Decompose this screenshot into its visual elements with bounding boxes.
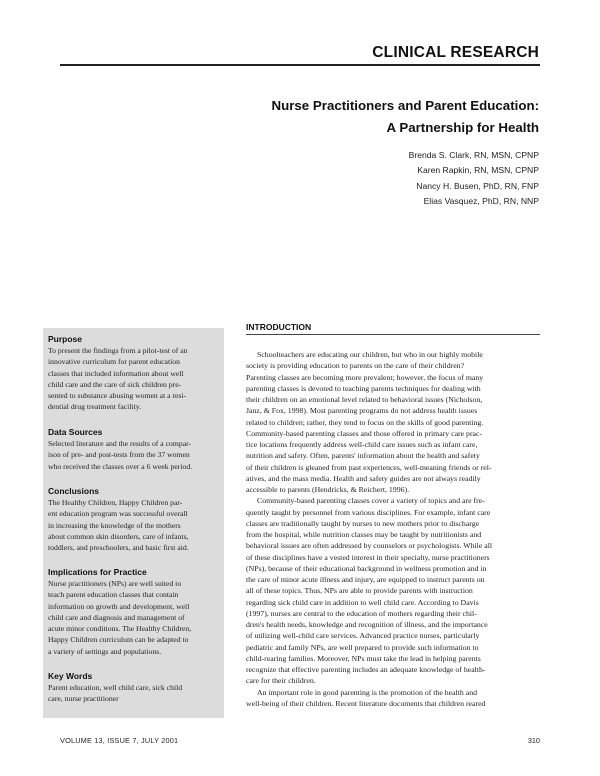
body-line: their children on an emotional level related to behavioral issues (Nicholson, xyxy=(246,395,483,404)
introduction-rule xyxy=(246,334,540,335)
body-line: well-being of their children. Recent literature documents that children reared xyxy=(246,698,486,708)
abstract-line: in increasing the knowledge of the mothers xyxy=(48,520,181,530)
abstract-line: who received the classes over a 6 week period. xyxy=(48,461,193,471)
abstract-line: Parent education, well child care, sick child xyxy=(48,683,183,692)
abstract-line: To present the findings from a pilot-test of an xyxy=(48,346,188,355)
body-line: of their children is gleaned from past experiences, well-meaning friends or rel- xyxy=(246,462,492,472)
footer-page-number: 310 xyxy=(527,736,540,745)
header-rule xyxy=(60,64,540,66)
author-name: Elias Vasquez, PhD, RN, NNP xyxy=(423,195,539,206)
body-line: child-rearing families. Moreover, NPs must take the lead in helping parents xyxy=(246,653,481,663)
body-line: parenting classes is devoted to teaching parents techniques for dealing with xyxy=(246,383,481,393)
body-line: of utilizing well-child care services. Advanced practice nurses, particularly xyxy=(246,631,480,641)
abstract-line: about common skin disorders, care of infants, xyxy=(48,531,189,541)
body-line: pediatric and family NPs, are well prepared to provide such information to xyxy=(246,642,479,652)
article-title xyxy=(119,95,539,139)
author-name: Brenda S. Clark, RN, MSN, CPNP xyxy=(408,150,539,160)
body-line: Community-based parenting classes cover a variety of topics and are fre- xyxy=(257,496,485,506)
body-line: classes are traditionally taught by nurses to new mothers prior to discharge xyxy=(246,518,480,528)
body-line: An important role in good parenting is the promotion of the health and xyxy=(257,687,477,697)
body-line: dren's health needs, knowledge and recognition of illness, and the importance xyxy=(246,620,488,629)
abstract-purpose-heading: Purpose xyxy=(48,334,83,344)
abstract-line: child care and the care of sick children pre- xyxy=(48,379,182,389)
title-line-1: Nurse Practitioners and Parent Education: xyxy=(271,98,539,113)
abstract-line: teach parent education classes that contain xyxy=(48,590,179,600)
body-line: Janz, & Fox, 1998). Most parenting programs do not address health issues xyxy=(246,406,478,416)
author-name: Nancy H. Busen, PhD, RN, FNP xyxy=(416,180,539,191)
author-list xyxy=(409,148,539,209)
body-line: all of these topics. Thus, NPs are able to provide parents with instruction xyxy=(246,586,473,596)
body-line: (1997), nurses are central to the education of mothers regarding their chil- xyxy=(246,608,477,618)
abstract-line: toddlers, and preschoolers, and basic first aid. xyxy=(48,543,189,553)
abstract-line: Happy Children curriculum can be adapted to xyxy=(48,635,189,645)
title-line-2: A Partnership for Health xyxy=(386,120,539,135)
abstract-line: classes that included information about well xyxy=(48,368,184,378)
abstract-data-sources-heading: Data Sources xyxy=(48,427,103,437)
abstract-line: ent education program was successful overall xyxy=(48,509,188,519)
abstract-purpose-text xyxy=(48,345,223,413)
body-line: Community-based parenting classes and those offered in primary care prac- xyxy=(246,428,483,438)
body-line: quently taught by personnel from various disciplines. For example, infant care xyxy=(246,507,491,517)
body-line: the care of minor acute illness and injury, are equipped to instruct parents on xyxy=(246,575,485,584)
body-line: Schoolteachers are educating our children, but who in our highly mobile xyxy=(257,350,483,359)
body-line: from the hospital, while nutrition classes may be taught by nutritionists and xyxy=(246,530,482,539)
body-line: recognize that effective parenting includes an adequate knowledge of health- xyxy=(246,665,486,674)
abstract-line: Nurse practitioners (NPs) are well suited to xyxy=(48,579,182,588)
body-line: atives, and the mass media. Health and safety guides are not always readily xyxy=(246,473,481,483)
abstract-line: child care and diagnosis and management of xyxy=(48,612,185,622)
abstract-line: information on growth and development, well xyxy=(48,601,190,611)
body-line: care for their children. xyxy=(246,676,316,686)
section-label: CLINICAL RESEARCH xyxy=(372,44,539,61)
abstract-line: ison of pre- and post-tests from the 37 women xyxy=(48,450,190,460)
body-line: related to children; rather, they tend to focus on the skills of good parenting. xyxy=(246,417,484,427)
abstract-line: The Healthy Children, Happy Children par- xyxy=(48,498,183,507)
abstract-line: care, nurse practitioner xyxy=(48,694,119,704)
body-line: tice locations frequently address well-child care issues such as infant care, xyxy=(246,440,478,449)
abstract-line: sented to substance abusing women at a resi- xyxy=(48,391,187,401)
abstract-conclusions-text xyxy=(48,497,223,553)
body-line: accessible to parents (Hendricks, & Reichert, 1996). xyxy=(246,485,410,494)
footer-volume: VOLUME 13, ISSUE 7, JULY 2001 xyxy=(60,736,179,745)
abstract-line: dential drug treatment facility. xyxy=(48,402,141,412)
introduction-body xyxy=(246,349,541,709)
body-line: Parenting classes are becoming more prevalent; however, the focus of many xyxy=(246,372,484,382)
abstract-implications-heading: Implications for Practice xyxy=(48,567,147,577)
body-line: behavioral issues are often addressed by counselors or psychologists. While all xyxy=(246,541,493,551)
abstract-keywords-text xyxy=(48,682,223,705)
author-name: Karen Rapkin, RN, MSN, CPNP xyxy=(417,165,539,176)
body-line: of these disciplines have a vested interest in their specialty, nurse practitioners xyxy=(246,552,490,562)
abstract-implications-text xyxy=(48,578,223,657)
body-line: regarding sick child care in addition to well child care. According to Davis xyxy=(246,597,479,607)
abstract-keywords-heading: Key Words xyxy=(48,671,93,681)
abstract-line: innovative curriculum for parent education xyxy=(48,357,180,367)
introduction-heading: INTRODUCTION xyxy=(246,322,312,332)
abstract-line: acute minor conditions. The Healthy Children, xyxy=(48,624,192,634)
abstract-line: Selected literature and the results of a compar- xyxy=(48,439,192,448)
body-line: society is providing education to parents on the care of their children? xyxy=(246,361,465,371)
abstract-line: a variety of settings and populations. xyxy=(48,646,162,656)
body-line: (NPs), because of their educational background in wellness promotion and in xyxy=(246,563,487,573)
abstract-conclusions-heading: Conclusions xyxy=(48,486,100,496)
abstract-data-sources-text xyxy=(48,438,223,472)
body-line: nutrition and safety. Often, parents' information about the health and safety xyxy=(246,451,480,461)
